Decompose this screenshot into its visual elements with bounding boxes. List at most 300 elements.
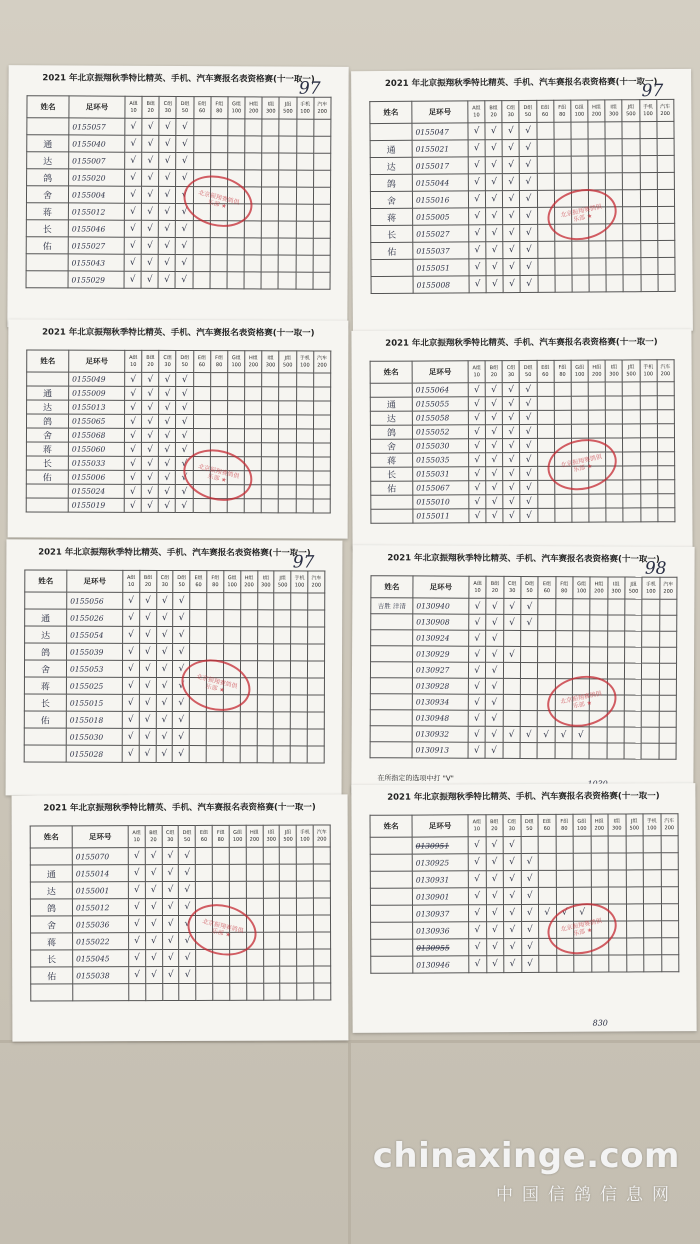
group-check-cell [296,387,313,401]
group-check-cell [313,485,330,499]
group-check-cell [537,410,554,424]
column-header: D组 50 [520,360,537,382]
group-check-cell: √ [503,598,520,614]
column-header: F组 80 [210,351,227,373]
group-check-cell [608,870,626,887]
group-check-cell [162,984,179,1001]
group-check-cell: √ [486,871,504,888]
group-check-cell: √ [503,888,521,905]
group-check-cell: √ [175,271,192,288]
group-check-cell [291,610,308,627]
group-check-cell [661,904,679,921]
sheet-title: 2021 年北京振翔秋季特比精英、手机、汽车赛报名表资格赛(十一取一) [43,802,316,814]
group-check-cell [607,663,624,679]
group-check-cell: √ [173,592,190,609]
group-check-cell: √ [162,933,179,950]
group-check-cell [193,373,210,387]
group-check-cell: √ [122,660,139,677]
group-check-cell: √ [485,140,502,157]
group-check-cell [640,382,657,396]
owner-name-cell [24,728,66,745]
group-check-cell: √ [485,157,502,174]
group-check-cell [657,466,674,480]
group-check-cell: √ [145,865,162,882]
group-check-cell: √ [145,899,162,916]
group-check-cell [314,915,331,932]
registration-sheet [6,539,343,796]
group-check-cell: √ [468,662,485,678]
group-check-cell [640,258,657,275]
table-row [26,470,330,485]
ring-number-cell: 0155036 [72,916,128,933]
group-check-cell [297,898,314,915]
group-check-cell [211,136,228,153]
group-check-cell [230,983,247,1000]
owner-name-cell [370,742,412,758]
group-check-cell [228,119,245,136]
group-check-cell: √ [485,726,502,742]
ring-number-cell: 0155045 [73,950,129,967]
group-check-cell: √ [521,887,539,904]
group-check-cell [313,387,330,401]
group-check-cell: √ [486,888,504,905]
group-check-cell [313,401,330,415]
group-check-cell [262,153,279,170]
group-check-cell: √ [468,411,485,425]
column-header: H组 200 [245,97,262,119]
group-check-cell [296,471,313,485]
group-check-cell [274,746,291,763]
group-check-cell [658,494,675,508]
group-check-cell [657,138,674,155]
group-check-cell: √ [159,456,176,470]
group-check-cell [555,599,572,615]
group-check-cell [624,695,641,711]
group-check-cell [245,119,262,136]
column-header: D组 50 [176,350,193,372]
table-row [27,118,331,137]
table-row [370,694,676,712]
group-check-cell [641,727,658,743]
column-header: I组 300 [262,351,279,373]
group-check-cell [572,275,589,292]
group-check-cell [659,631,676,647]
group-check-cell [263,864,280,881]
group-check-cell [574,955,592,972]
group-check-cell: √ [124,442,141,456]
group-check-cell [554,173,571,190]
group-check-cell [554,156,571,173]
owner-name-cell: 通 [27,135,69,152]
group-check-cell: √ [156,745,173,762]
owner-name-cell [370,710,412,726]
group-check-cell: √ [573,904,591,921]
group-check-cell [313,864,330,881]
group-check-cell: √ [486,453,503,467]
group-check-cell [538,631,555,647]
group-check-cell [227,401,244,415]
group-check-cell [296,153,313,170]
group-check-cell: √ [468,726,485,742]
group-check-cell: √ [173,745,190,762]
group-check-cell [588,139,605,156]
group-check-cell [588,156,605,173]
group-check-cell [228,373,245,387]
group-check-cell [606,275,623,292]
column-header: 汽车 200 [313,825,330,847]
group-check-cell: √ [159,203,176,220]
table-row [26,456,330,471]
group-check-cell: √ [142,442,159,456]
group-check-cell: √ [124,237,141,254]
group-check-cell [640,452,657,466]
group-check-cell: √ [159,169,176,186]
ring-number-cell: 0155040 [69,135,125,152]
group-check-cell [657,155,674,172]
ring-number-cell: 0130908 [413,614,469,630]
group-check-cell [657,172,674,189]
group-check-cell: √ [486,481,503,495]
table-row [26,203,330,222]
group-check-cell: √ [468,871,486,888]
column-header: H组 200 [591,814,609,836]
group-check-cell: √ [503,259,520,276]
column-header: B组 20 [486,815,504,837]
group-check-cell: √ [128,916,145,933]
column-header: D组 50 [176,96,193,118]
group-check-cell [245,373,262,387]
group-check-cell [537,139,554,156]
entry-table [370,813,680,974]
column-header: E组 60 [195,825,212,847]
group-check-cell [605,139,622,156]
table-row [370,853,678,872]
group-check-cell [274,610,291,627]
group-check-cell: √ [125,169,142,186]
group-check-cell [555,647,572,663]
group-check-cell [537,241,554,258]
group-check-cell: √ [503,837,521,854]
ring-number-cell: 0155017 [412,157,468,174]
club-seal-stamp: 北京振翔赛鸽俱乐部 ★ [543,897,622,961]
column-header: C组 30 [502,361,519,383]
group-check-cell [657,480,674,494]
entry-table [369,99,675,294]
ring-number-cell: 0155067 [413,481,469,495]
group-check-cell [296,373,313,387]
column-header: J组 500 [622,360,639,382]
group-check-cell [262,204,279,221]
group-check-cell [641,743,658,759]
column-header: H组 200 [590,577,607,599]
group-check-cell: √ [469,922,487,939]
group-check-cell [193,136,210,153]
ring-number-cell: 0155052 [412,425,468,439]
group-check-cell [313,471,330,485]
column-header: 手机 100 [296,825,313,847]
group-check-cell: √ [503,726,520,742]
table-row [31,983,331,1001]
group-check-cell: √ [141,498,158,512]
group-check-cell: √ [520,726,537,742]
group-check-cell [296,401,313,415]
group-check-cell: √ [521,614,538,630]
group-check-cell: √ [521,904,539,921]
group-check-cell [640,396,657,410]
entry-table [370,359,676,524]
group-check-cell: √ [503,242,520,259]
group-check-cell [297,949,314,966]
group-check-cell: √ [520,139,537,156]
group-check-cell [212,847,229,864]
group-check-cell [263,898,280,915]
group-check-cell: √ [486,509,503,523]
owner-name-cell: 佑 [26,470,68,484]
group-check-cell [641,711,658,727]
group-check-cell [609,955,627,972]
group-check-cell: √ [486,694,503,710]
group-check-cell [642,679,659,695]
column-header: 手机 100 [291,571,308,593]
table-row [30,881,330,899]
group-check-cell [503,742,520,758]
group-check-cell: √ [179,898,196,915]
group-check-cell [640,241,657,258]
group-check-cell: √ [176,220,193,237]
group-check-cell [263,847,280,864]
entry-table [24,569,326,763]
group-check-cell [257,661,274,678]
group-check-cell [623,466,640,480]
group-check-cell [590,631,607,647]
group-check-cell [589,494,606,508]
column-header: I组 300 [608,814,626,836]
group-check-cell: √ [122,745,139,762]
group-check-cell [297,864,314,881]
table-row [30,898,330,916]
group-check-cell [537,382,554,396]
group-check-cell: √ [503,453,520,467]
group-check-cell [556,870,574,887]
registration-sheet [351,69,693,333]
group-check-cell [661,870,679,887]
group-check-cell: √ [139,626,156,643]
group-check-cell: √ [123,626,140,643]
group-check-cell [274,661,291,678]
group-check-cell [196,966,213,983]
group-check-cell: √ [124,254,141,271]
group-check-cell [297,881,314,898]
group-check-cell [314,119,331,136]
column-header: G组 100 [228,97,245,119]
ring-number-cell: 0130948 [412,710,468,726]
column-header: 手机 100 [296,351,313,373]
group-check-cell [588,173,605,190]
group-check-cell [279,373,296,387]
group-check-cell: √ [503,509,520,523]
group-check-cell [296,187,313,204]
group-check-cell: √ [503,495,520,509]
owner-name-cell: 达 [370,157,412,174]
group-check-cell: √ [139,711,156,728]
group-check-cell [262,415,279,429]
group-check-cell [589,241,606,258]
column-header: J组 500 [622,100,639,122]
table-row [27,414,331,429]
group-check-cell: √ [139,660,156,677]
group-check-cell [537,396,554,410]
group-check-cell: √ [124,456,141,470]
group-check-cell: √ [520,382,537,396]
column-header: 手机 100 [643,814,661,836]
group-check-cell [538,887,556,904]
group-check-cell [229,847,246,864]
registration-sheet [351,545,694,795]
group-check-cell [257,593,274,610]
column-header: G组 100 [224,571,241,593]
column-header: E组 60 [194,97,211,119]
column-header: B组 20 [486,576,503,598]
group-check-cell: √ [122,711,139,728]
group-check-cell [240,610,257,627]
group-check-cell [240,746,257,763]
table-row [24,677,324,695]
group-check-cell [262,119,279,136]
group-check-cell: √ [486,191,503,208]
column-header: E组 60 [537,360,554,382]
group-check-cell [537,438,554,452]
group-check-cell [280,847,297,864]
group-check-cell [262,485,279,499]
group-check-cell: √ [142,135,159,152]
table-row [30,915,330,933]
column-header: D组 50 [521,814,539,836]
group-check-cell [571,382,588,396]
group-check-cell [623,480,640,494]
table-row [27,400,331,415]
group-check-cell: √ [159,400,176,414]
group-check-cell: √ [145,848,162,865]
group-check-cell: √ [469,956,487,973]
group-check-cell [539,955,557,972]
column-header: F组 80 [556,577,573,599]
group-check-cell: √ [140,592,157,609]
group-check-cell [279,221,296,238]
group-check-cell: √ [469,481,486,495]
column-header: F组 80 [212,825,229,847]
group-check-cell: √ [176,135,193,152]
registration-sheet [351,783,696,1033]
group-check-cell [626,921,644,938]
column-header: J组 500 [626,814,644,836]
group-check-cell [261,255,278,272]
group-check-cell: √ [469,276,486,293]
group-check-cell [246,847,263,864]
group-check-cell [642,695,659,711]
owner-name-cell [370,871,412,888]
group-check-cell: √ [468,710,485,726]
column-header: J组 500 [625,577,642,599]
ring-number-cell: 0130924 [413,630,469,646]
group-check-cell [657,452,674,466]
owner-name-cell [371,630,413,646]
group-check-cell: √ [128,848,145,865]
owner-name-cell: 舍 [370,439,412,453]
column-header: H组 200 [245,351,262,373]
group-check-cell [640,207,657,224]
group-check-cell [606,396,623,410]
group-check-cell [313,373,330,387]
table-row [24,728,324,746]
group-check-cell [313,170,330,187]
group-check-cell [279,471,296,485]
group-check-cell: √ [162,882,179,899]
column-header: C组 30 [156,570,173,592]
table-row [370,742,676,760]
club-seal-stamp: 北京振翔赛鸽俱乐部 ★ [542,670,621,733]
owner-name-cell [370,854,412,871]
handwritten-mark: 97 [298,78,321,99]
group-check-cell [297,932,314,949]
group-check-cell [262,401,279,415]
group-check-cell [227,272,244,289]
ring-number-cell: 0155027 [68,237,124,254]
owner-name-cell: 达 [370,411,412,425]
group-check-cell: √ [176,414,193,428]
group-check-cell [589,275,606,292]
group-check-cell [626,836,644,853]
group-check-cell [244,272,261,289]
group-check-cell [246,949,263,966]
group-check-cell [537,743,554,759]
column-header: 手机 100 [296,97,313,119]
group-check-cell [606,173,623,190]
group-check-cell [538,853,556,870]
group-check-cell [659,663,676,679]
group-check-cell [642,599,659,615]
table-row [24,745,324,763]
ring-number-cell: 0130955 [413,939,469,956]
column-header: A组 10 [469,576,486,598]
column-header: 足环号 [69,350,125,372]
group-check-cell [606,258,623,275]
group-check-cell [659,743,676,759]
group-check-cell [571,424,588,438]
owner-name-cell: 长 [31,950,73,967]
club-seal-stamp: 北京振翔赛鸽俱乐部 ★ [178,442,258,508]
column-header: J组 500 [280,825,297,847]
group-check-cell: √ [122,728,139,745]
group-check-cell [224,627,241,644]
group-check-cell [213,966,230,983]
group-check-cell [291,678,308,695]
group-check-cell: √ [142,386,159,400]
group-check-cell [606,494,623,508]
group-check-cell [206,712,223,729]
group-check-cell [640,480,657,494]
group-check-cell [308,610,325,627]
group-check-cell: √ [142,118,159,135]
group-check-cell: √ [520,173,537,190]
owner-name-cell: 舍 [30,916,72,933]
group-check-cell [657,206,674,223]
table-row [370,726,676,744]
column-header: G组 100 [571,360,588,382]
group-check-cell: √ [503,439,520,453]
group-check-cell: √ [486,208,503,225]
owner-name-cell: 达 [30,882,72,899]
column-header: 姓名 [27,96,69,118]
